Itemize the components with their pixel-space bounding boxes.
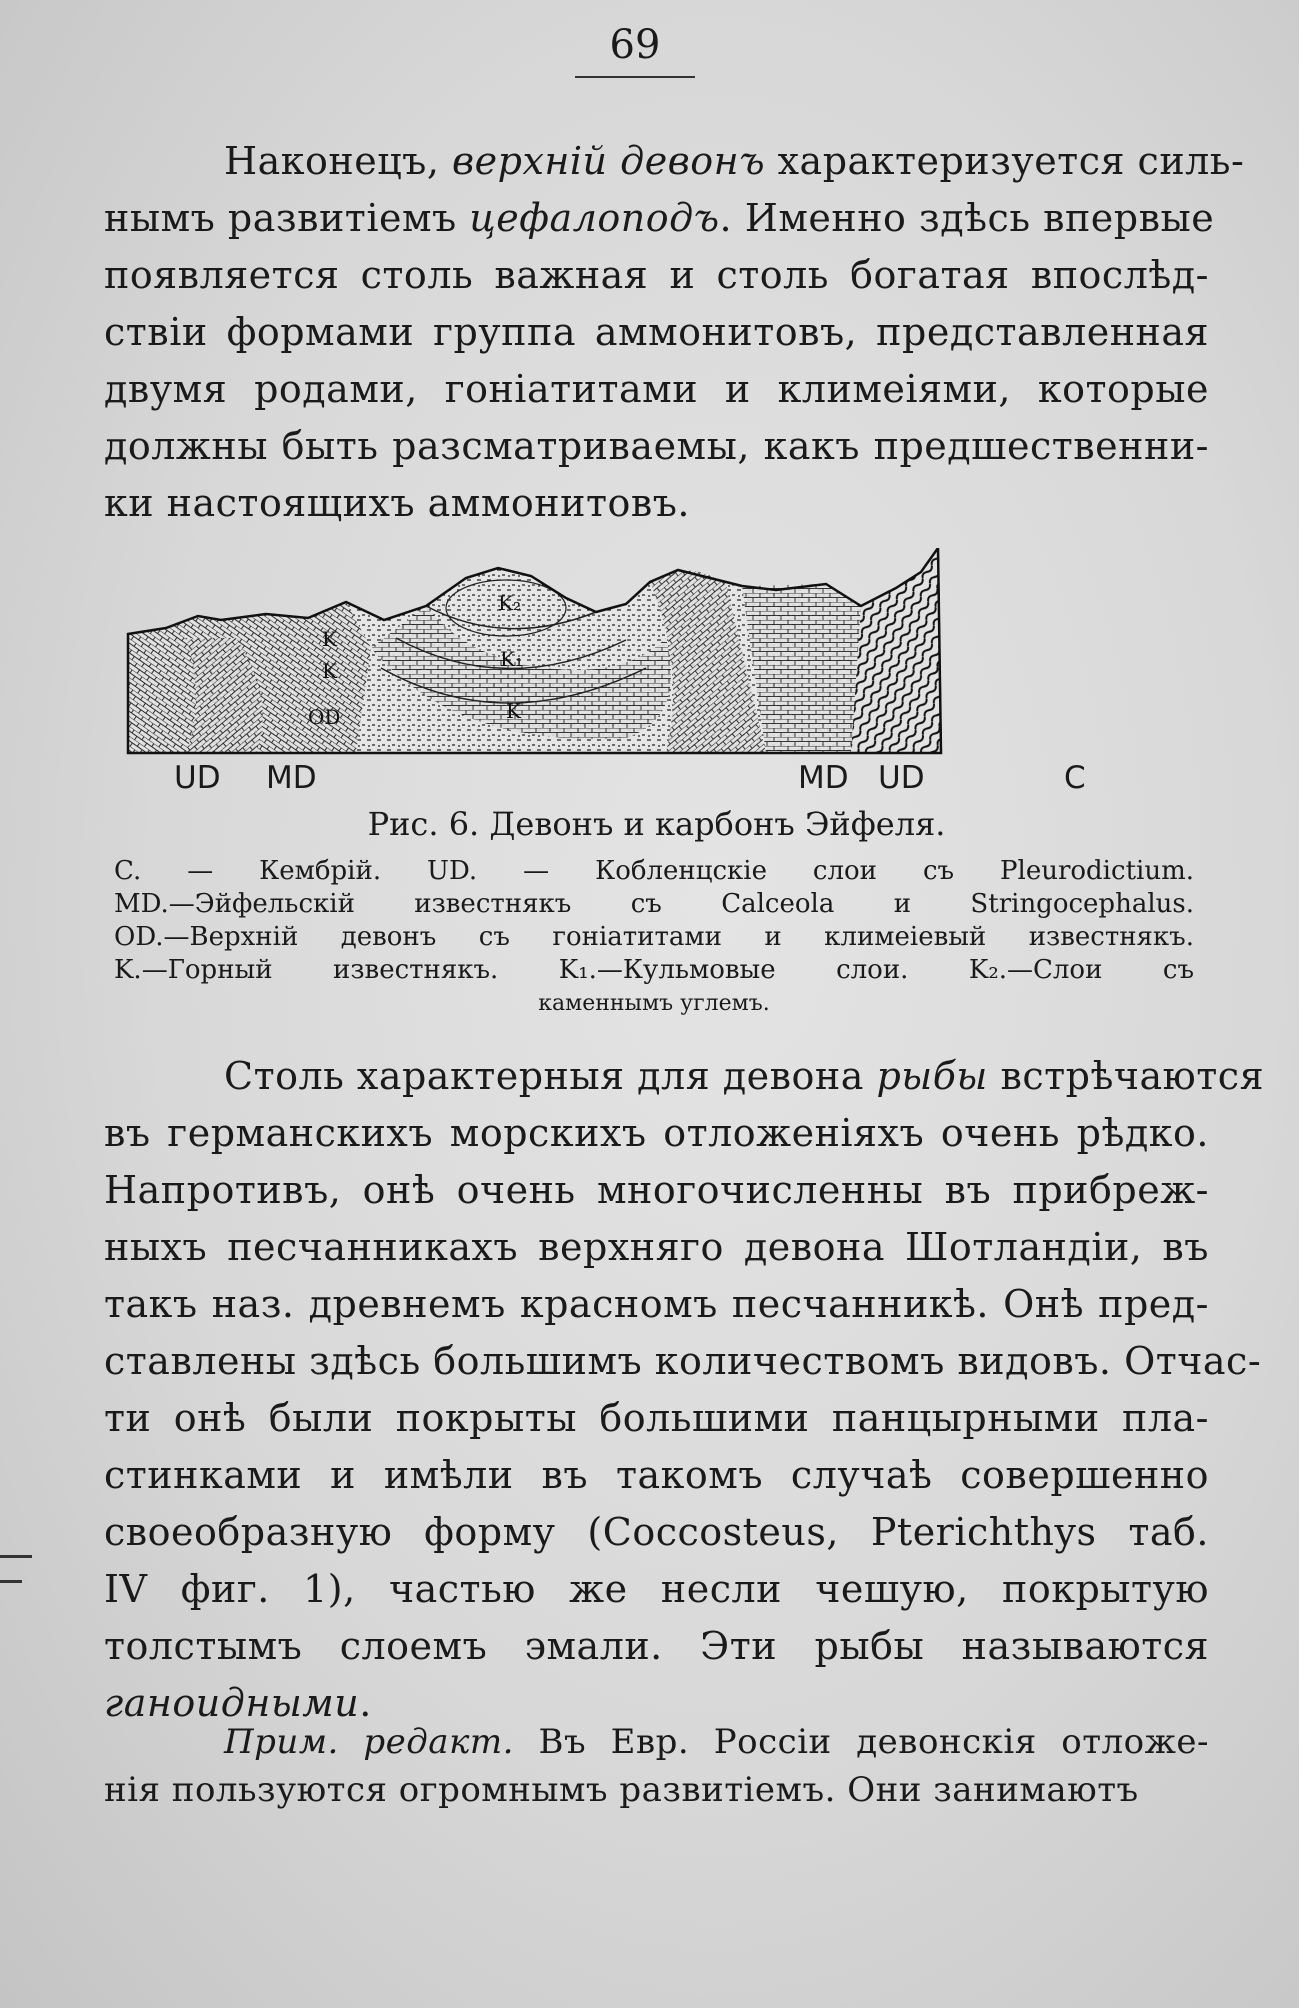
italic-term: рыбы [876, 1054, 988, 1098]
label-md-right: MD [798, 760, 849, 796]
text-run: ныхъ песчанникахъ верхняго девона Шотландіи, въ [104, 1225, 1209, 1269]
legend-line: каменнымъ углемъ. [538, 991, 770, 1016]
text-run: появляется столь важная и столь богатая впослѣд- [104, 253, 1209, 297]
binding-thread-mark [0, 1580, 22, 1583]
text-line [104, 133, 1245, 190]
figure-legend [114, 855, 1194, 1020]
text-line [104, 1333, 1262, 1390]
label-k-left-upper: K [322, 627, 337, 651]
text-line [104, 1718, 1209, 1766]
label-k-center: K [506, 699, 521, 723]
text-line [104, 1105, 1209, 1162]
binding-thread-mark [0, 1555, 32, 1558]
text-line [104, 304, 1209, 361]
text-line [104, 1219, 1209, 1276]
text-run: толстымъ слоемъ эмали. Эти рыбы называются [104, 1624, 1209, 1668]
text-line [104, 1276, 1209, 1333]
text-run: характеризуется силь- [765, 139, 1245, 183]
label-ud-left: UD [174, 760, 221, 796]
text-line [104, 1618, 1209, 1675]
page-number: 69 [609, 22, 661, 68]
text-line [104, 1162, 1209, 1219]
text-run: . Именно здѣсь впервые [719, 196, 1215, 240]
text-line [104, 418, 1209, 475]
legend-line: C. — Кембрій. UD. — Кобленцскіе слои съ Pleurodictium. [114, 856, 1194, 886]
text-line [104, 247, 1209, 304]
text-run: Въ Евр. Россіи девонскія отложе- [513, 1722, 1209, 1762]
italic-term: верхній девонъ [452, 139, 766, 183]
paragraph-fishes [104, 1048, 1265, 1732]
text-run: въ германскихъ морскихъ отложеніяхъ очень рѣдко. [104, 1111, 1209, 1155]
editor-note [104, 1718, 1209, 1814]
text-line [104, 1390, 1209, 1447]
text-run: своеобразную форму (Coccosteus, Pterichthys таб. [104, 1510, 1209, 1554]
text-run: ставлены здѣсь большимъ количествомъ видовъ. Отчас- [104, 1339, 1262, 1383]
italic-term: ганоидными [104, 1681, 360, 1725]
italic-term: Прим. редакт. [224, 1722, 514, 1762]
text-line [104, 190, 1215, 247]
text-run: такъ наз. древнемъ красномъ песчанникѣ. Онѣ пред- [104, 1282, 1209, 1326]
figure-caption: Рис. 6. Девонъ и карбонъ Эйфеля. [367, 805, 946, 843]
text-line [104, 1766, 1209, 1814]
page-number-rule [575, 76, 695, 78]
text-run: ствіи формами группа аммонитовъ, представленная [104, 310, 1209, 354]
text-run: должны быть разсматриваемы, какъ предшественни- [104, 424, 1209, 468]
text-run: стинками и имѣли въ такомъ случаѣ совершенно [104, 1453, 1209, 1497]
text-line [104, 361, 1209, 418]
text-run: Наконецъ, [224, 139, 453, 183]
legend-line: OD.—Верхній девонъ съ гоніатитами и климеіевый известнякъ. [114, 922, 1194, 952]
text-run: нымъ развитіемъ [104, 196, 470, 240]
text-run: ти онѣ были покрыты большими панцырными пла- [104, 1396, 1209, 1440]
italic-term: цефалоподъ [469, 196, 720, 240]
label-ud-right: UD [878, 760, 925, 796]
text-run: . [359, 1681, 372, 1725]
legend-line: MD.—Эйфельскій известнякъ съ Calceola и Stringocephalus. [114, 889, 1194, 919]
text-line [104, 475, 1209, 532]
label-k2: K₂ [498, 591, 521, 615]
text-run: IV фиг. 1), частью же несли чешую, покрытую [104, 1567, 1209, 1611]
text-run: нія пользуются огромнымъ развитіемъ. Они занимаютъ [104, 1770, 1139, 1810]
text-run: Напротивъ, онѣ очень многочисленны въ прибреж- [104, 1168, 1209, 1212]
legend-line: K.—Горный известнякъ. K₁.—Кульмовые слои. K₂.—Слои съ [114, 955, 1194, 985]
text-line [104, 1504, 1209, 1561]
text-run: встрѣчаются [987, 1054, 1265, 1098]
label-c: C [1064, 760, 1086, 796]
text-line [104, 1561, 1209, 1618]
label-md-left: MD [266, 760, 317, 796]
paragraph-upper-devonian [104, 133, 1245, 532]
text-line [104, 1447, 1209, 1504]
label-k1: K₁ [500, 647, 523, 671]
text-run: Столь характерныя для девона [224, 1054, 877, 1098]
text-run: ки настоящихъ аммонитовъ. [104, 481, 690, 525]
label-od: OD [308, 705, 341, 729]
label-k-left-lower: K [322, 659, 337, 683]
geological-section-figure [126, 548, 1146, 763]
text-run: двумя родами, гоніатитами и климеіями, которые [104, 367, 1209, 411]
text-line [104, 1048, 1265, 1105]
